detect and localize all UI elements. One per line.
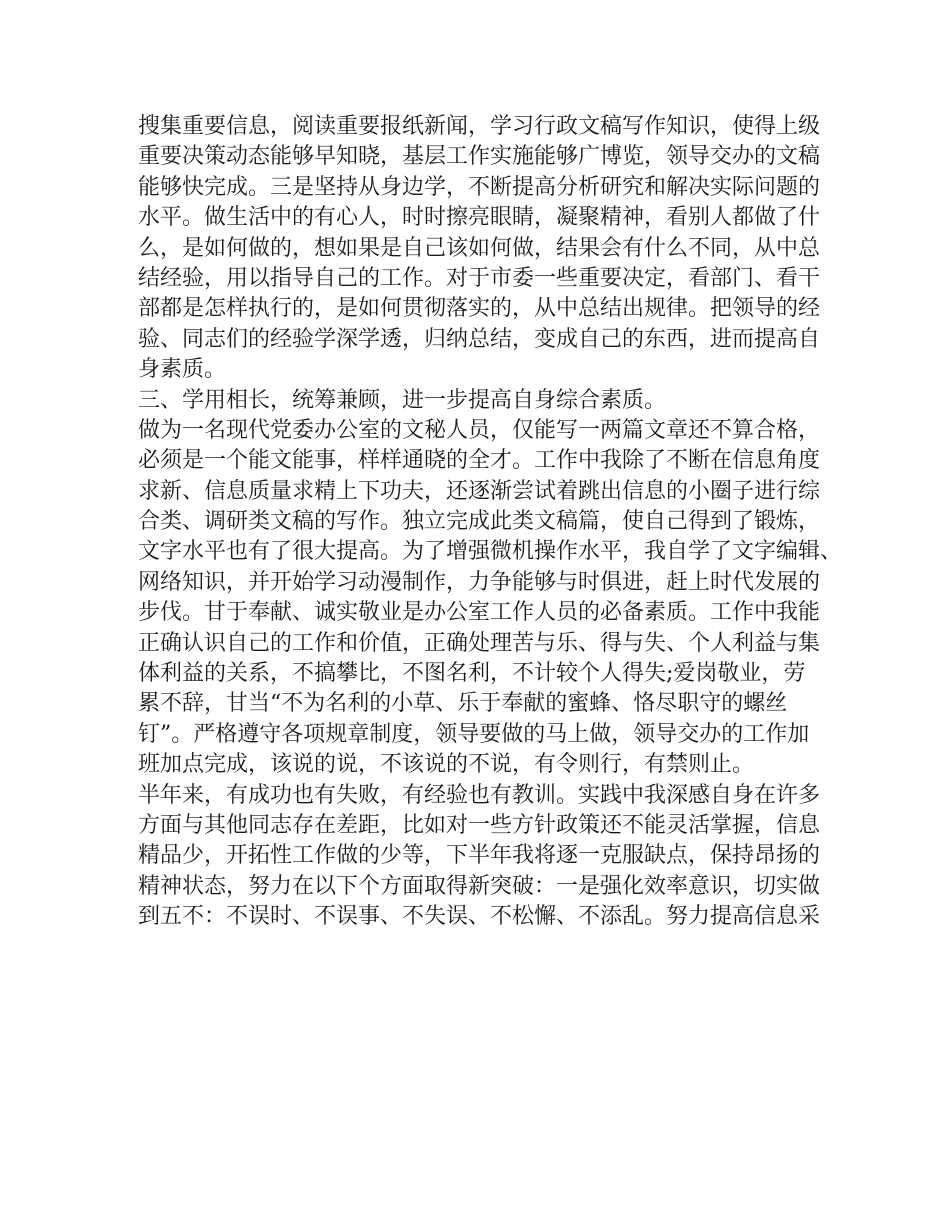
text-line: 班加点完成，该说的说，不该说的不说，有令则行，有禁则止。: [138, 752, 755, 778]
text-line: 水平。做生活中的有心人，时时擦亮眼睛，凝聚精神，看别人都做了什: [138, 205, 821, 231]
text-line: 精品少，开拓性工作做的少等，下半年我将逐一克服缺点，保持昂扬的: [138, 843, 821, 869]
section-heading: 三、学用相长，统筹兼顾，进一步提高自身综合素质。: [138, 387, 667, 413]
text-line: 身素质。: [138, 357, 227, 383]
text-line: 验、同志们的经验学深学透，归纳总结，变成自己的东西，进而提高自: [138, 326, 821, 352]
text-line: 半年来，有成功也有失败，有经验也有教训。实践中我深感自身在许多: [138, 782, 821, 808]
text-line: 网络知识，并开始学习动漫制作，力争能够与时俱进，赶上时代发展的: [138, 569, 821, 595]
text-line: 部都是怎样执行的，是如何贯彻落实的，从中总结出规律。把领导的经: [138, 296, 821, 322]
text-line: 方面与其他同志存在差距，比如对一些方针政策还不能灵活掌握，信息: [138, 812, 821, 838]
text-line: 结经验，用以指导自己的工作。对于市委一些重要决定，看部门、看干: [138, 265, 821, 291]
text-line: 能够快完成。三是坚持从身边学，不断提高分析研究和解决实际问题的: [138, 174, 821, 200]
text-line: 钉”。严格遵守各项规章制度，领导要做的马上做，领导交办的工作加: [138, 721, 810, 747]
text-line: 必须是一个能文能事，样样通晓的全才。工作中我除了不断在信息角度: [138, 448, 821, 474]
text-line: 求新、信息质量求精上下功夫，还逐渐尝试着跳出信息的小圈子进行综: [138, 478, 821, 504]
text-line: 到五不：不误时、不误事、不失误、不松懈、不添乱。努力提高信息采: [138, 904, 821, 930]
text-line: 么，是如何做的，想如果是自己该如何做，结果会有什么不同，从中总: [138, 235, 821, 261]
text-line: 正确认识自己的工作和价值，正确处理苦与乐、得与失、个人利益与集: [138, 630, 821, 656]
text-line: 累不辞，甘当“不为名利的小草、乐于奉献的蜜蜂、恪尽职守的螺丝: [138, 691, 788, 717]
text-line: 体利益的关系，不搞攀比，不图名利，不计较个人得失;爱岗敬业，劳: [138, 661, 806, 687]
text-line: 合类、调研类文稿的写作。独立完成此类文稿篇，使自己得到了锻炼，: [138, 509, 821, 535]
text-line: 文字水平也有了很大提高。为了增强微机操作水平，我自学了文字编辑、: [138, 539, 843, 565]
document-body: [138, 112, 843, 933]
text-line: 重要决策动态能够早知晓，基层工作实施能够广博览，领导交办的文稿: [138, 144, 821, 170]
text-line: 搜集重要信息，阅读重要报纸新闻，学习行政文稿写作知识，使得上级: [138, 114, 821, 139]
text-line: 做为一名现代党委办公室的文秘人员，仅能写一两篇文章还不算合格，: [138, 417, 821, 443]
text-line: 精神状态，努力在以下个方面取得新突破：一是强化效率意识，切实做: [138, 873, 821, 899]
text-line: 步伐。甘于奉献、诚实敬业是办公室工作人员的必备素质。工作中我能: [138, 600, 821, 626]
